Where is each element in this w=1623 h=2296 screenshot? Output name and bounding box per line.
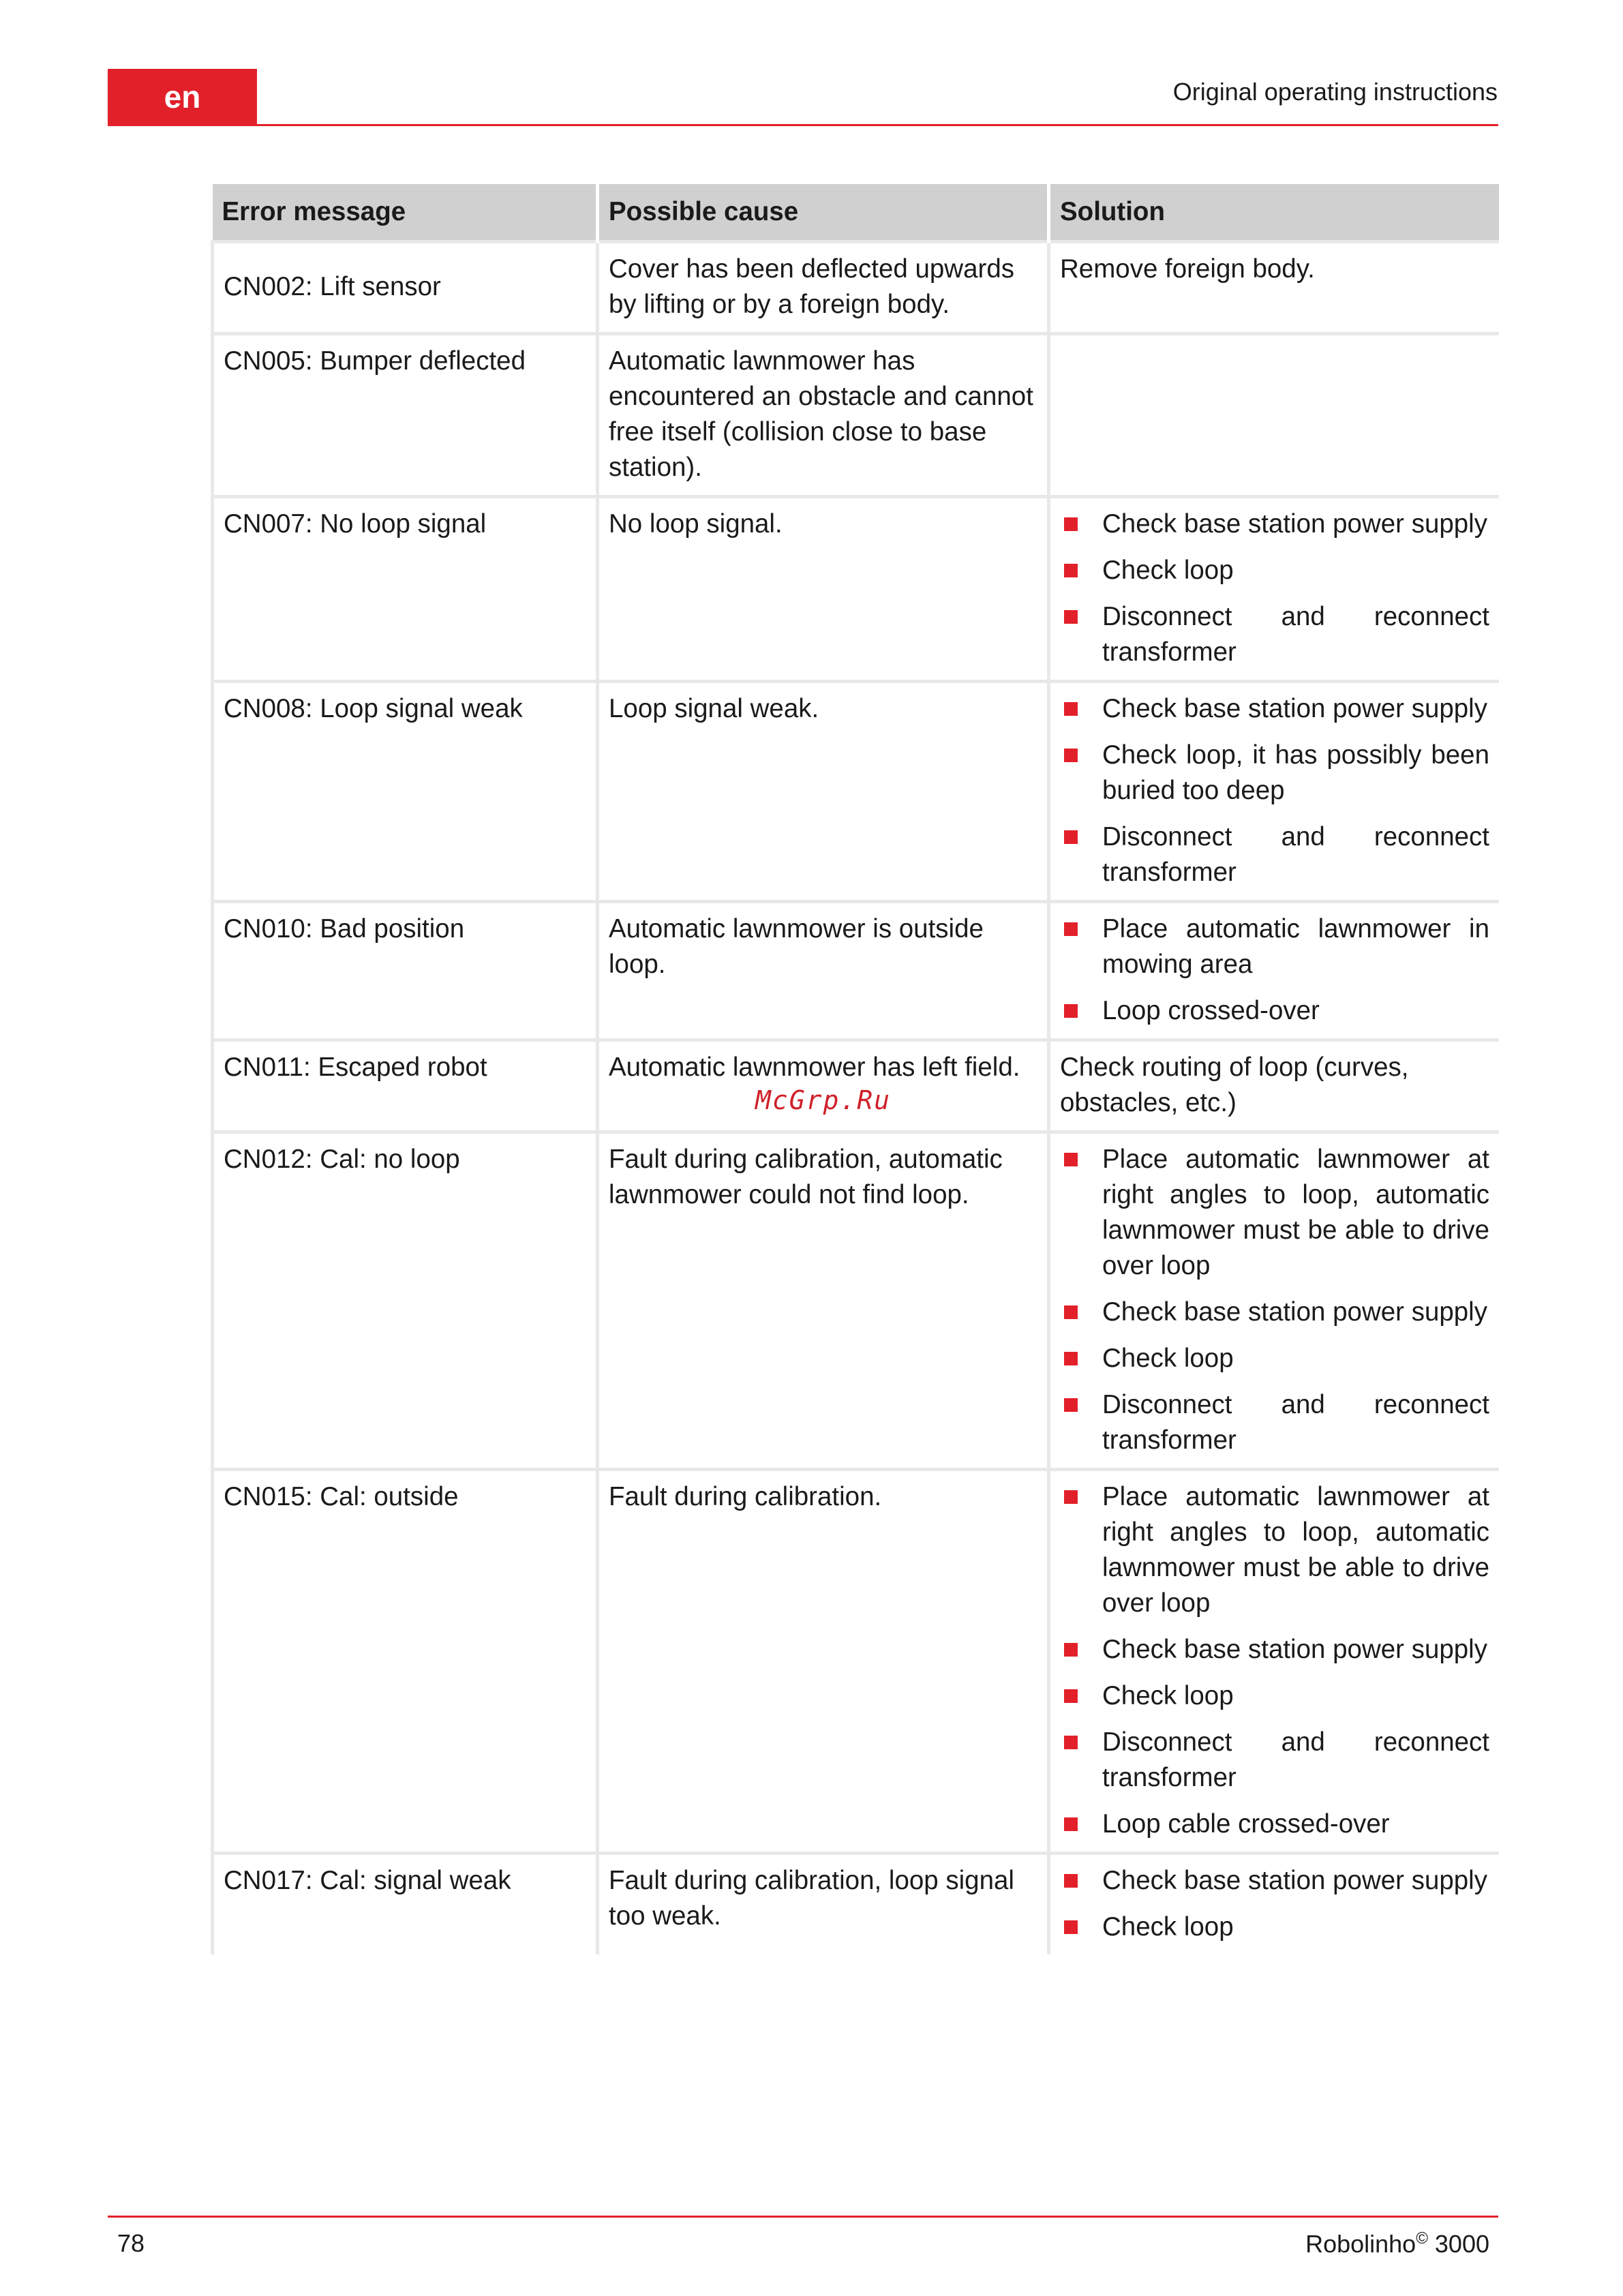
- solution-item: [1060, 599, 1489, 670]
- table-row: [213, 334, 1500, 497]
- solution-list: [1060, 1479, 1489, 1842]
- solution-item: [1060, 911, 1489, 982]
- solution-text: Disconnect and reconnect transformer: [1102, 1727, 1489, 1792]
- cause-cell: No loop signal.: [598, 497, 1049, 682]
- header-title: Original operating instructions: [1172, 78, 1498, 106]
- solution-cell: [1049, 497, 1500, 682]
- solution-list: [1060, 691, 1489, 890]
- solution-text: Check base station power supply: [1102, 694, 1487, 723]
- solution-item: [1060, 1678, 1489, 1714]
- column-header-cause: Possible cause: [598, 184, 1049, 242]
- solution-text: Check base station power supply: [1102, 1635, 1487, 1664]
- square-bullet-icon: [1064, 517, 1078, 531]
- table-row: [213, 902, 1500, 1040]
- solution-item: [1060, 1341, 1489, 1376]
- solution-item: [1060, 1295, 1489, 1330]
- square-bullet-icon: [1064, 1920, 1078, 1934]
- solution-text: Check base station power supply: [1102, 509, 1487, 539]
- column-header-error: Error message: [213, 184, 598, 242]
- page-number: 78: [117, 2229, 145, 2257]
- solution-item: [1060, 1142, 1489, 1284]
- square-bullet-icon: [1064, 1817, 1078, 1831]
- table-row: [213, 682, 1500, 902]
- solution-text: Place automatic lawnmower at right angles to loop, automatic lawnmower must be able to drive over loop: [1102, 1145, 1489, 1280]
- solution-item: [1060, 1909, 1489, 1945]
- square-bullet-icon: [1064, 610, 1078, 624]
- solution-text: Disconnect and reconnect transformer: [1102, 1390, 1489, 1455]
- footer-divider: [108, 2216, 1498, 2218]
- square-bullet-icon: [1064, 564, 1078, 577]
- error-cell: CN011: Escaped robot: [213, 1040, 598, 1132]
- square-bullet-icon: [1064, 922, 1078, 936]
- solution-item: [1060, 1479, 1489, 1621]
- solution-text: Place automatic lawnmower in mowing area: [1102, 914, 1489, 979]
- solution-item: [1060, 1387, 1489, 1458]
- square-bullet-icon: [1064, 1305, 1078, 1319]
- cause-cell: Loop signal weak.: [598, 682, 1049, 902]
- watermark-text: McGrp.Ru: [755, 1085, 892, 1115]
- solution-cell: [1049, 902, 1500, 1040]
- square-bullet-icon: [1064, 1398, 1078, 1412]
- solution-cell: [1049, 1470, 1500, 1854]
- solution-item: [1060, 691, 1489, 727]
- error-cell: CN002: Lift sensor: [213, 242, 598, 334]
- square-bullet-icon: [1064, 830, 1078, 844]
- error-table: [211, 184, 1499, 1954]
- solution-item: [1060, 1632, 1489, 1667]
- solution-cell: Check routing of loop (curves, obstacles, etc.): [1049, 1040, 1500, 1132]
- table-row: [213, 1470, 1500, 1854]
- solution-text: Loop crossed-over: [1102, 996, 1320, 1025]
- solution-item: [1060, 553, 1489, 588]
- cause-cell: Fault during calibration, loop signal too weak.: [598, 1854, 1049, 1955]
- solution-cell: [1049, 1854, 1500, 1955]
- cause-cell: Automatic lawnmower is outside loop.: [598, 902, 1049, 1040]
- solution-text: Check base station power supply: [1102, 1297, 1487, 1327]
- cause-cell: Fault during calibration, automatic lawnmower could not find loop.: [598, 1132, 1049, 1470]
- solution-cell: [1049, 682, 1500, 902]
- square-bullet-icon: [1064, 702, 1078, 716]
- solution-item: [1060, 1807, 1489, 1842]
- solution-cell: Remove foreign body.: [1049, 242, 1500, 334]
- error-cell: CN008: Loop signal weak: [213, 682, 598, 902]
- cause-cell: [598, 1040, 1049, 1132]
- error-cell: CN017: Cal: signal weak: [213, 1854, 598, 1955]
- square-bullet-icon: [1064, 1153, 1078, 1166]
- cause-text: Automatic lawnmower has left field.: [609, 1053, 1020, 1082]
- square-bullet-icon: [1064, 1352, 1078, 1365]
- solution-text: Check loop: [1102, 1912, 1234, 1942]
- cause-cell: Cover has been deflected upwards by lifting or by a foreign body.: [598, 242, 1049, 334]
- solution-text: Disconnect and reconnect transformer: [1102, 822, 1489, 887]
- square-bullet-icon: [1064, 1490, 1078, 1504]
- error-cell: CN010: Bad position: [213, 902, 598, 1040]
- solution-cell: [1049, 1132, 1500, 1470]
- solution-text: Check loop, it has possibly been buried too deep: [1102, 740, 1489, 805]
- solution-text: Check loop: [1102, 1344, 1234, 1373]
- solution-list: [1060, 1863, 1489, 1945]
- product-brand: Robolinho: [1305, 2230, 1416, 2258]
- column-header-solution: Solution: [1049, 184, 1500, 242]
- table-row: [213, 242, 1500, 334]
- solution-text: Check base station power supply: [1102, 1866, 1487, 1895]
- solution-item: [1060, 993, 1489, 1029]
- square-bullet-icon: [1064, 1643, 1078, 1657]
- table-row: [213, 497, 1500, 682]
- product-model: 3000: [1434, 2230, 1489, 2258]
- solution-item: [1060, 819, 1489, 890]
- solution-text: Place automatic lawnmower at right angles to loop, automatic lawnmower must be able to drive over loop: [1102, 1482, 1489, 1618]
- error-table-container: [211, 184, 1499, 2130]
- error-cell: CN015: Cal: outside: [213, 1470, 598, 1854]
- solution-item: [1060, 1725, 1489, 1796]
- error-cell: CN007: No loop signal: [213, 497, 598, 682]
- solution-item: [1060, 738, 1489, 809]
- error-cell: CN012: Cal: no loop: [213, 1132, 598, 1470]
- square-bullet-icon: [1064, 1004, 1078, 1018]
- copyright-mark: ©: [1416, 2229, 1428, 2248]
- square-bullet-icon: [1064, 1689, 1078, 1703]
- error-cell: CN005: Bumper deflected: [213, 334, 598, 497]
- table-row: [213, 1854, 1500, 1955]
- table-row: [213, 1040, 1500, 1132]
- cause-cell: Fault during calibration.: [598, 1470, 1049, 1854]
- square-bullet-icon: [1064, 1736, 1078, 1749]
- table-header-row: [213, 184, 1500, 242]
- solution-text: Check loop: [1102, 1681, 1234, 1710]
- solution-list: [1060, 507, 1489, 670]
- table-row: [213, 1132, 1500, 1470]
- product-name: [1305, 2229, 1489, 2259]
- solution-cell: [1049, 334, 1500, 497]
- square-bullet-icon: [1064, 749, 1078, 762]
- solution-item: [1060, 1863, 1489, 1899]
- language-tab: en: [108, 69, 257, 125]
- solution-list: [1060, 911, 1489, 1029]
- square-bullet-icon: [1064, 1874, 1078, 1888]
- solution-text: Disconnect and reconnect transformer: [1102, 602, 1489, 667]
- cause-cell: Automatic lawnmower has encountered an obstacle and cannot free itself (collision close to base station).: [598, 334, 1049, 497]
- solution-list: [1060, 1142, 1489, 1458]
- solution-text: Check loop: [1102, 556, 1234, 585]
- solution-item: [1060, 507, 1489, 542]
- solution-text: Loop cable crossed-over: [1102, 1809, 1390, 1839]
- header-divider: [108, 124, 1498, 126]
